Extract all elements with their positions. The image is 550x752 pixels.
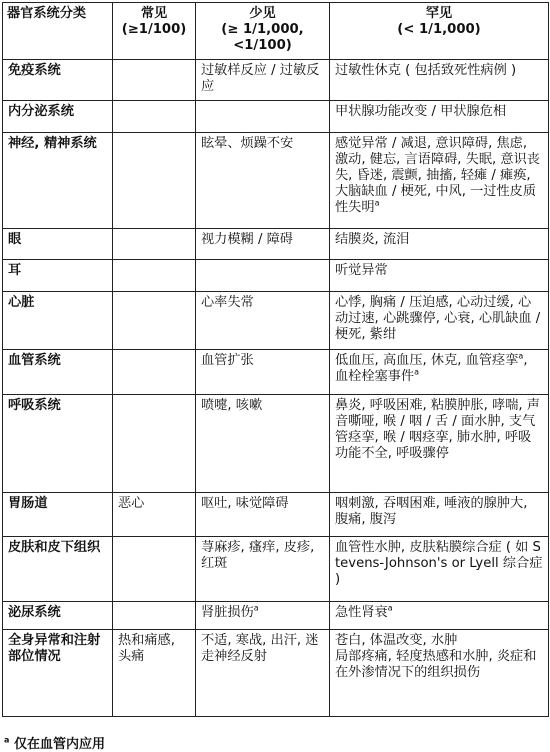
rare-cell: 结膜炎, 流泪 bbox=[330, 229, 549, 260]
uncommon-cell bbox=[196, 101, 330, 133]
uncommon-cell: 心率失常 bbox=[196, 292, 330, 350]
header-uncommon-freq-1: (≥ 1/1,000, bbox=[221, 22, 304, 37]
common-cell bbox=[113, 260, 196, 292]
table-row bbox=[3, 602, 549, 630]
rare-cell bbox=[330, 630, 549, 717]
rare-cell: 甲状腺功能改变 / 甲状腺危相 bbox=[330, 101, 549, 133]
table-row bbox=[3, 292, 549, 350]
organ-cell: 神经, 精神系统 bbox=[3, 133, 113, 229]
rare-text: 急性肾衰 bbox=[335, 605, 388, 620]
footnote-text: 仅在血管内应用 bbox=[13, 737, 105, 752]
header-rare-label: 罕见 bbox=[425, 6, 453, 21]
header-rare bbox=[330, 3, 549, 60]
uncommon-cell: 血管扩张 bbox=[196, 350, 330, 395]
organ-cell: 耳 bbox=[3, 260, 113, 292]
organ-cell: 泌尿系统 bbox=[3, 602, 113, 630]
common-cell bbox=[113, 133, 196, 229]
uncommon-cell bbox=[196, 602, 330, 630]
adverse-reactions-table bbox=[2, 2, 549, 717]
rare-cell: 血管性水肿, 皮肤粘膜综合症 ( 如 Stevens-Johnson's or Lyell 综合症 ) bbox=[330, 537, 549, 602]
footnote-marker: a bbox=[518, 351, 524, 361]
organ-cell: 皮肤和皮下组织 bbox=[3, 537, 113, 602]
rare-cell bbox=[330, 350, 549, 395]
table-row bbox=[3, 630, 549, 717]
common-cell: 恶心 bbox=[113, 493, 196, 537]
header-common-freq: (≥1/100) bbox=[121, 22, 187, 37]
header-uncommon bbox=[196, 3, 330, 60]
table-row bbox=[3, 101, 549, 133]
common-cell bbox=[113, 602, 196, 630]
common-cell bbox=[113, 101, 196, 133]
uncommon-text: 肾脏损伤 bbox=[201, 605, 254, 620]
common-cell bbox=[113, 395, 196, 493]
common-cell bbox=[113, 537, 196, 602]
rare-text-line2: 局部疼痛, 轻度热感和水肿, 炎症和在外渗情况下的组织损伤 bbox=[335, 649, 537, 680]
footnote-marker: a bbox=[374, 198, 380, 208]
rare-cell: 鼻炎, 呼吸困难, 粘膜肿胀, 哮喘, 声音嘶哑, 喉 / 咽 / 舌 / 面水肿, 支气管痉挛, 喉 / 咽痉挛, 肺水肿, 呼吸功能不全, 呼吸骤停 bbox=[330, 395, 549, 493]
header-rare-freq: (< 1/1,000) bbox=[397, 22, 481, 37]
footnote-marker: a bbox=[253, 603, 259, 613]
footnote-marker: a bbox=[387, 603, 393, 613]
common-cell bbox=[113, 60, 196, 101]
rare-cell: 心悸, 胸痛 / 压迫感, 心动过缓, 心动过速, 心跳骤停, 心衰, 心肌缺血 / 梗死, 紫绀 bbox=[330, 292, 549, 350]
uncommon-cell bbox=[196, 260, 330, 292]
header-organ-class: 器官系统分类 bbox=[3, 3, 113, 60]
organ-cell: 心脏 bbox=[3, 292, 113, 350]
header-uncommon-label: 少见 bbox=[249, 6, 276, 21]
organ-cell: 呼吸系统 bbox=[3, 395, 113, 493]
rare-cell bbox=[330, 133, 549, 229]
header-common-label: 常见 bbox=[140, 6, 168, 21]
rare-text: 低血压, 高血压, 休克, 血管痉挛 bbox=[335, 353, 519, 368]
organ-cell: 内分泌系统 bbox=[3, 101, 113, 133]
common-cell: 热和痛感, 头痛 bbox=[113, 630, 196, 717]
table-row bbox=[3, 229, 549, 260]
organ-cell: 眼 bbox=[3, 229, 113, 260]
footnote-mark: a bbox=[4, 735, 10, 745]
uncommon-cell: 喷嚏, 咳嗽 bbox=[196, 395, 330, 493]
common-cell bbox=[113, 292, 196, 350]
rare-text: 苍白, 体温改变, 水肿 bbox=[335, 633, 458, 648]
rare-cell: 咽刺激, 吞咽困难, 唾液的腺肿大, 腹痛, 腹泻 bbox=[330, 493, 549, 537]
uncommon-cell: 呕吐, 味觉障碍 bbox=[196, 493, 330, 537]
uncommon-cell: 过敏样反应 / 过敏反应 bbox=[196, 60, 330, 101]
rare-cell: 过敏性休克 ( 包括致死性病例 ) bbox=[330, 60, 549, 101]
header-uncommon-freq-2: <1/100) bbox=[233, 38, 292, 53]
table-row bbox=[3, 537, 549, 602]
organ-cell: 胃肠道 bbox=[3, 493, 113, 537]
table-row bbox=[3, 260, 549, 292]
footnote-marker: a bbox=[414, 367, 420, 377]
common-cell bbox=[113, 350, 196, 395]
organ-cell: 免疫系统 bbox=[3, 60, 113, 101]
table-row bbox=[3, 133, 549, 229]
table-row bbox=[3, 350, 549, 395]
uncommon-cell: 视力模糊 / 障碍 bbox=[196, 229, 330, 260]
rare-text-tail: , 血栓栓塞事件 bbox=[335, 353, 528, 384]
organ-cell: 血管系统 bbox=[3, 350, 113, 395]
table-row bbox=[3, 395, 549, 493]
rare-cell bbox=[330, 602, 549, 630]
common-cell bbox=[113, 229, 196, 260]
uncommon-cell: 眩晕、烦躁不安 bbox=[196, 133, 330, 229]
footnote bbox=[4, 733, 105, 752]
table-row bbox=[3, 60, 549, 101]
table-row bbox=[3, 493, 549, 537]
uncommon-cell: 荨麻疹, 瘙痒, 皮疹, 红斑 bbox=[196, 537, 330, 602]
organ-cell: 全身异常和注射部位情况 bbox=[3, 630, 113, 717]
uncommon-cell: 不适, 寒战, 出汗, 迷走神经反射 bbox=[196, 630, 330, 717]
header-row bbox=[3, 3, 549, 60]
rare-text: 感觉异常 / 减退, 意识障碍, 焦虑, 激动, 健忘, 言语障碍, 失眠, 意识丧失, 昏迷, 震颤, 抽搐, 轻瘫 / 瘫痪, 大脑缺血 / 梗死, 中风, 一过性皮质性失明 bbox=[335, 136, 540, 215]
rare-cell: 听觉异常 bbox=[330, 260, 549, 292]
header-common bbox=[113, 3, 196, 60]
